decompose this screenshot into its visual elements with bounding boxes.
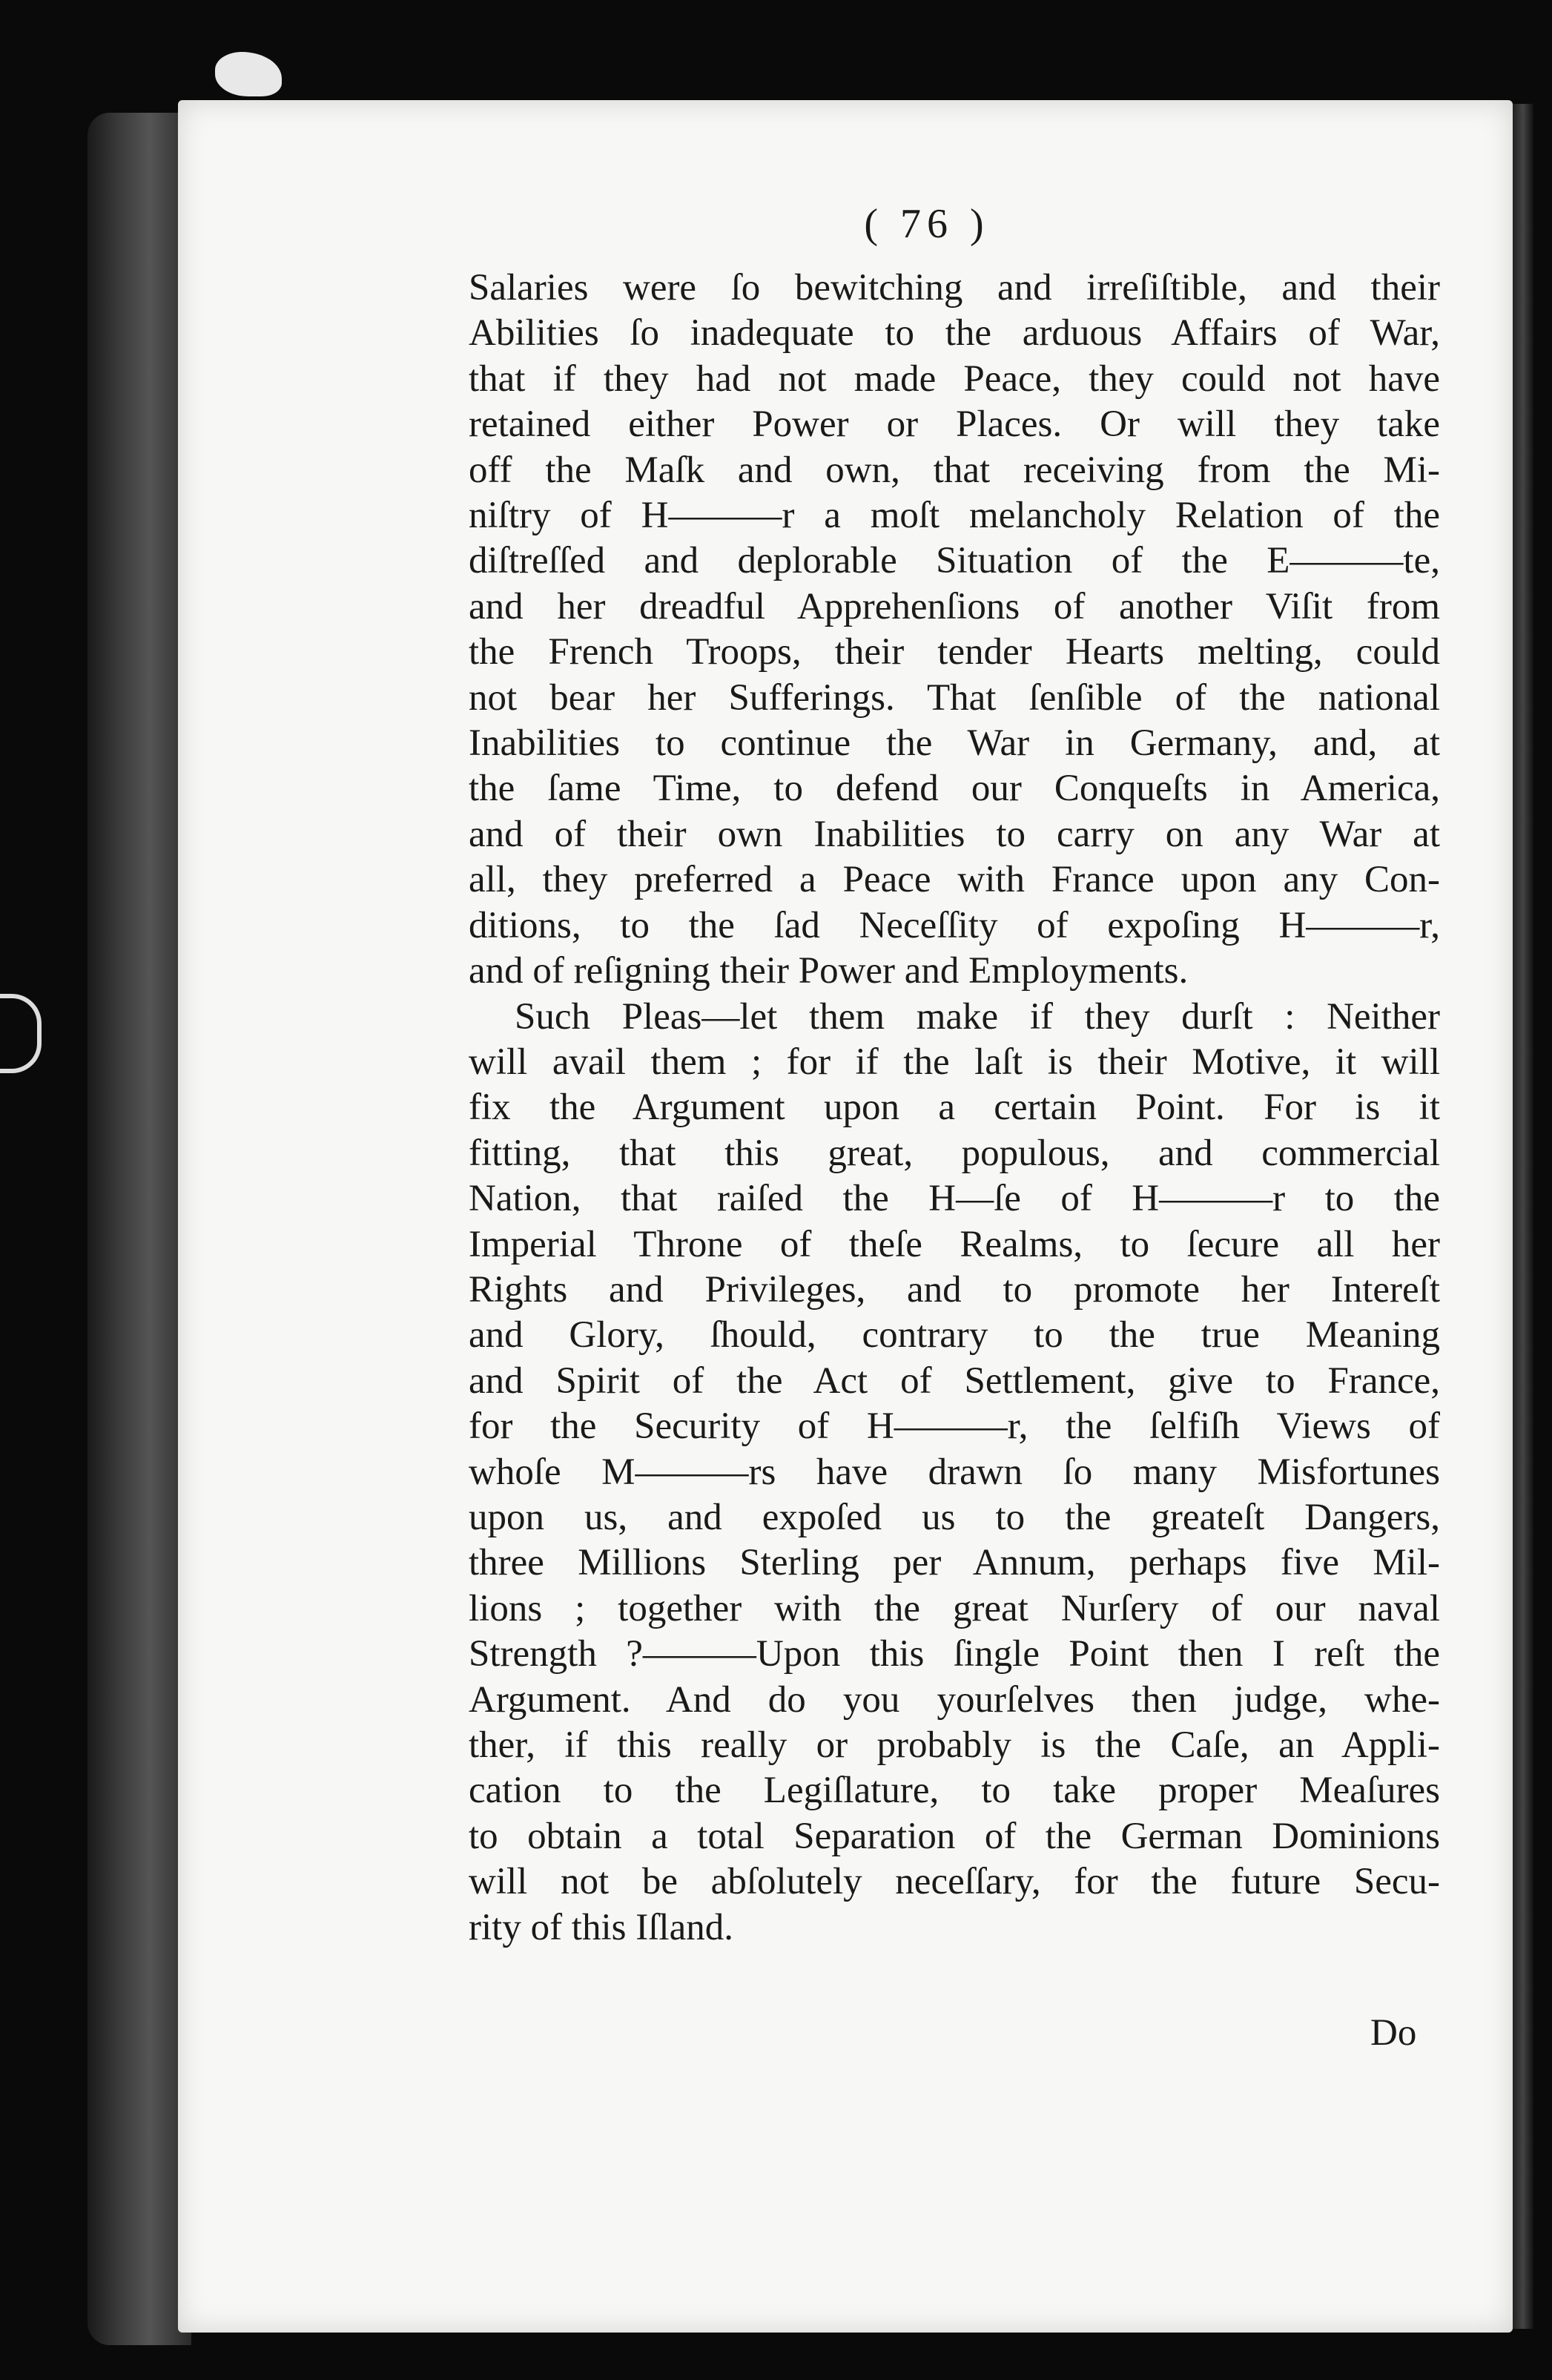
text-line: fitting, that this great, populous, and commercial [469,1132,1440,1174]
text-line: off the Maſk and own, that receiving from the Mi- [469,449,1440,491]
book-spine [87,113,191,2345]
text-line: niſtry of H———r a moſt melancholy Relation of the [469,495,1440,537]
text-line: Rights and Privileges, and to promote her Intereſt [469,1268,1440,1311]
text-line: that if they had not made Peace, they could not have [469,357,1440,400]
text-line: and her dreadful Apprehenſions of another Viſit from [469,585,1440,627]
catchword: Do [1370,2012,1417,2054]
text-line: for the Security of H———r, the ſelfiſh Views of [469,1405,1440,1448]
text-line: retained either Power or Places. Or will they take [469,403,1440,446]
text-line: the French Troops, their tender Hearts melting, could [469,631,1440,673]
page-number: ( 76 ) [864,201,990,247]
text-line: the ſame Time, to defend our Conqueſts in America, [469,768,1440,810]
text-line: Argument. And do you yourſelves then judge, whe- [469,1678,1440,1721]
text-line: rity of this Iſland. [469,1906,733,1948]
text-line: and of reſigning their Power and Employments. [469,950,1189,992]
text-line: Such Pleas—let them make if they durſt : Neither [515,995,1440,1038]
text-line: cation to the Legiſlature, to take proper Meaſures [469,1770,1440,1812]
text-line: Salaries were ſo bewitching and irreſiſtible, and their [469,267,1440,309]
text-line: upon us, and expoſed us to the greateſt Dangers, [469,1496,1440,1538]
text-line: and of their own Inabilities to carry on any War at [469,813,1440,855]
text-line: to obtain a total Separation of the German Dominions [469,1815,1440,1857]
text-line: Inabilities to continue the War in Germany, and, at [469,722,1440,765]
text-line: fix the Argument upon a certain Point. For is it [469,1087,1440,1129]
text-line: all, they preferred a Peace with France upon any Con- [469,859,1440,901]
text-line: Imperial Throne of theſe Realms, to ſecure all her [469,1223,1440,1265]
text-line: not bear her Sufferings. That ſenſible of the national [469,676,1440,719]
text-line: Nation, that raiſed the H—ſe of H———r to the [469,1178,1440,1220]
text-line: Abilities ſo inadequate to the arduous Affairs of War, [469,312,1440,355]
scan-speck-mark [0,994,42,1073]
text-line: Strength ?———Upon this ſingle Point then I reſt the [469,1633,1440,1675]
text-line: whoſe M———rs have drawn ſo many Misfortunes [469,1451,1440,1493]
text-line: and Glory, ſhould, contrary to the true Meaning [469,1314,1440,1357]
body-text [469,266,1440,1951]
text-line: ditions, to the ſad Neceſſity of expoſing H———r, [469,904,1440,946]
text-line: ther, if this really or probably is the Caſe, an Appli- [469,1724,1440,1766]
text-line: will avail them ; for if the laſt is their Motive, it will [469,1041,1440,1083]
text-line: will not be abſolutely neceſſary, for the future Secu- [469,1861,1440,1903]
page-edge [1513,104,1533,2329]
text-line: three Millions Sterling per Annum, perhaps five Mil- [469,1542,1440,1584]
text-line: diſtreſſed and deplorable Situation of the E———te, [469,540,1440,582]
scan-speck-mark [215,52,282,96]
text-line: lions ; together with the great Nurſery of our naval [469,1587,1440,1629]
text-line: and Spirit of the Act of Settlement, give to France, [469,1359,1440,1402]
